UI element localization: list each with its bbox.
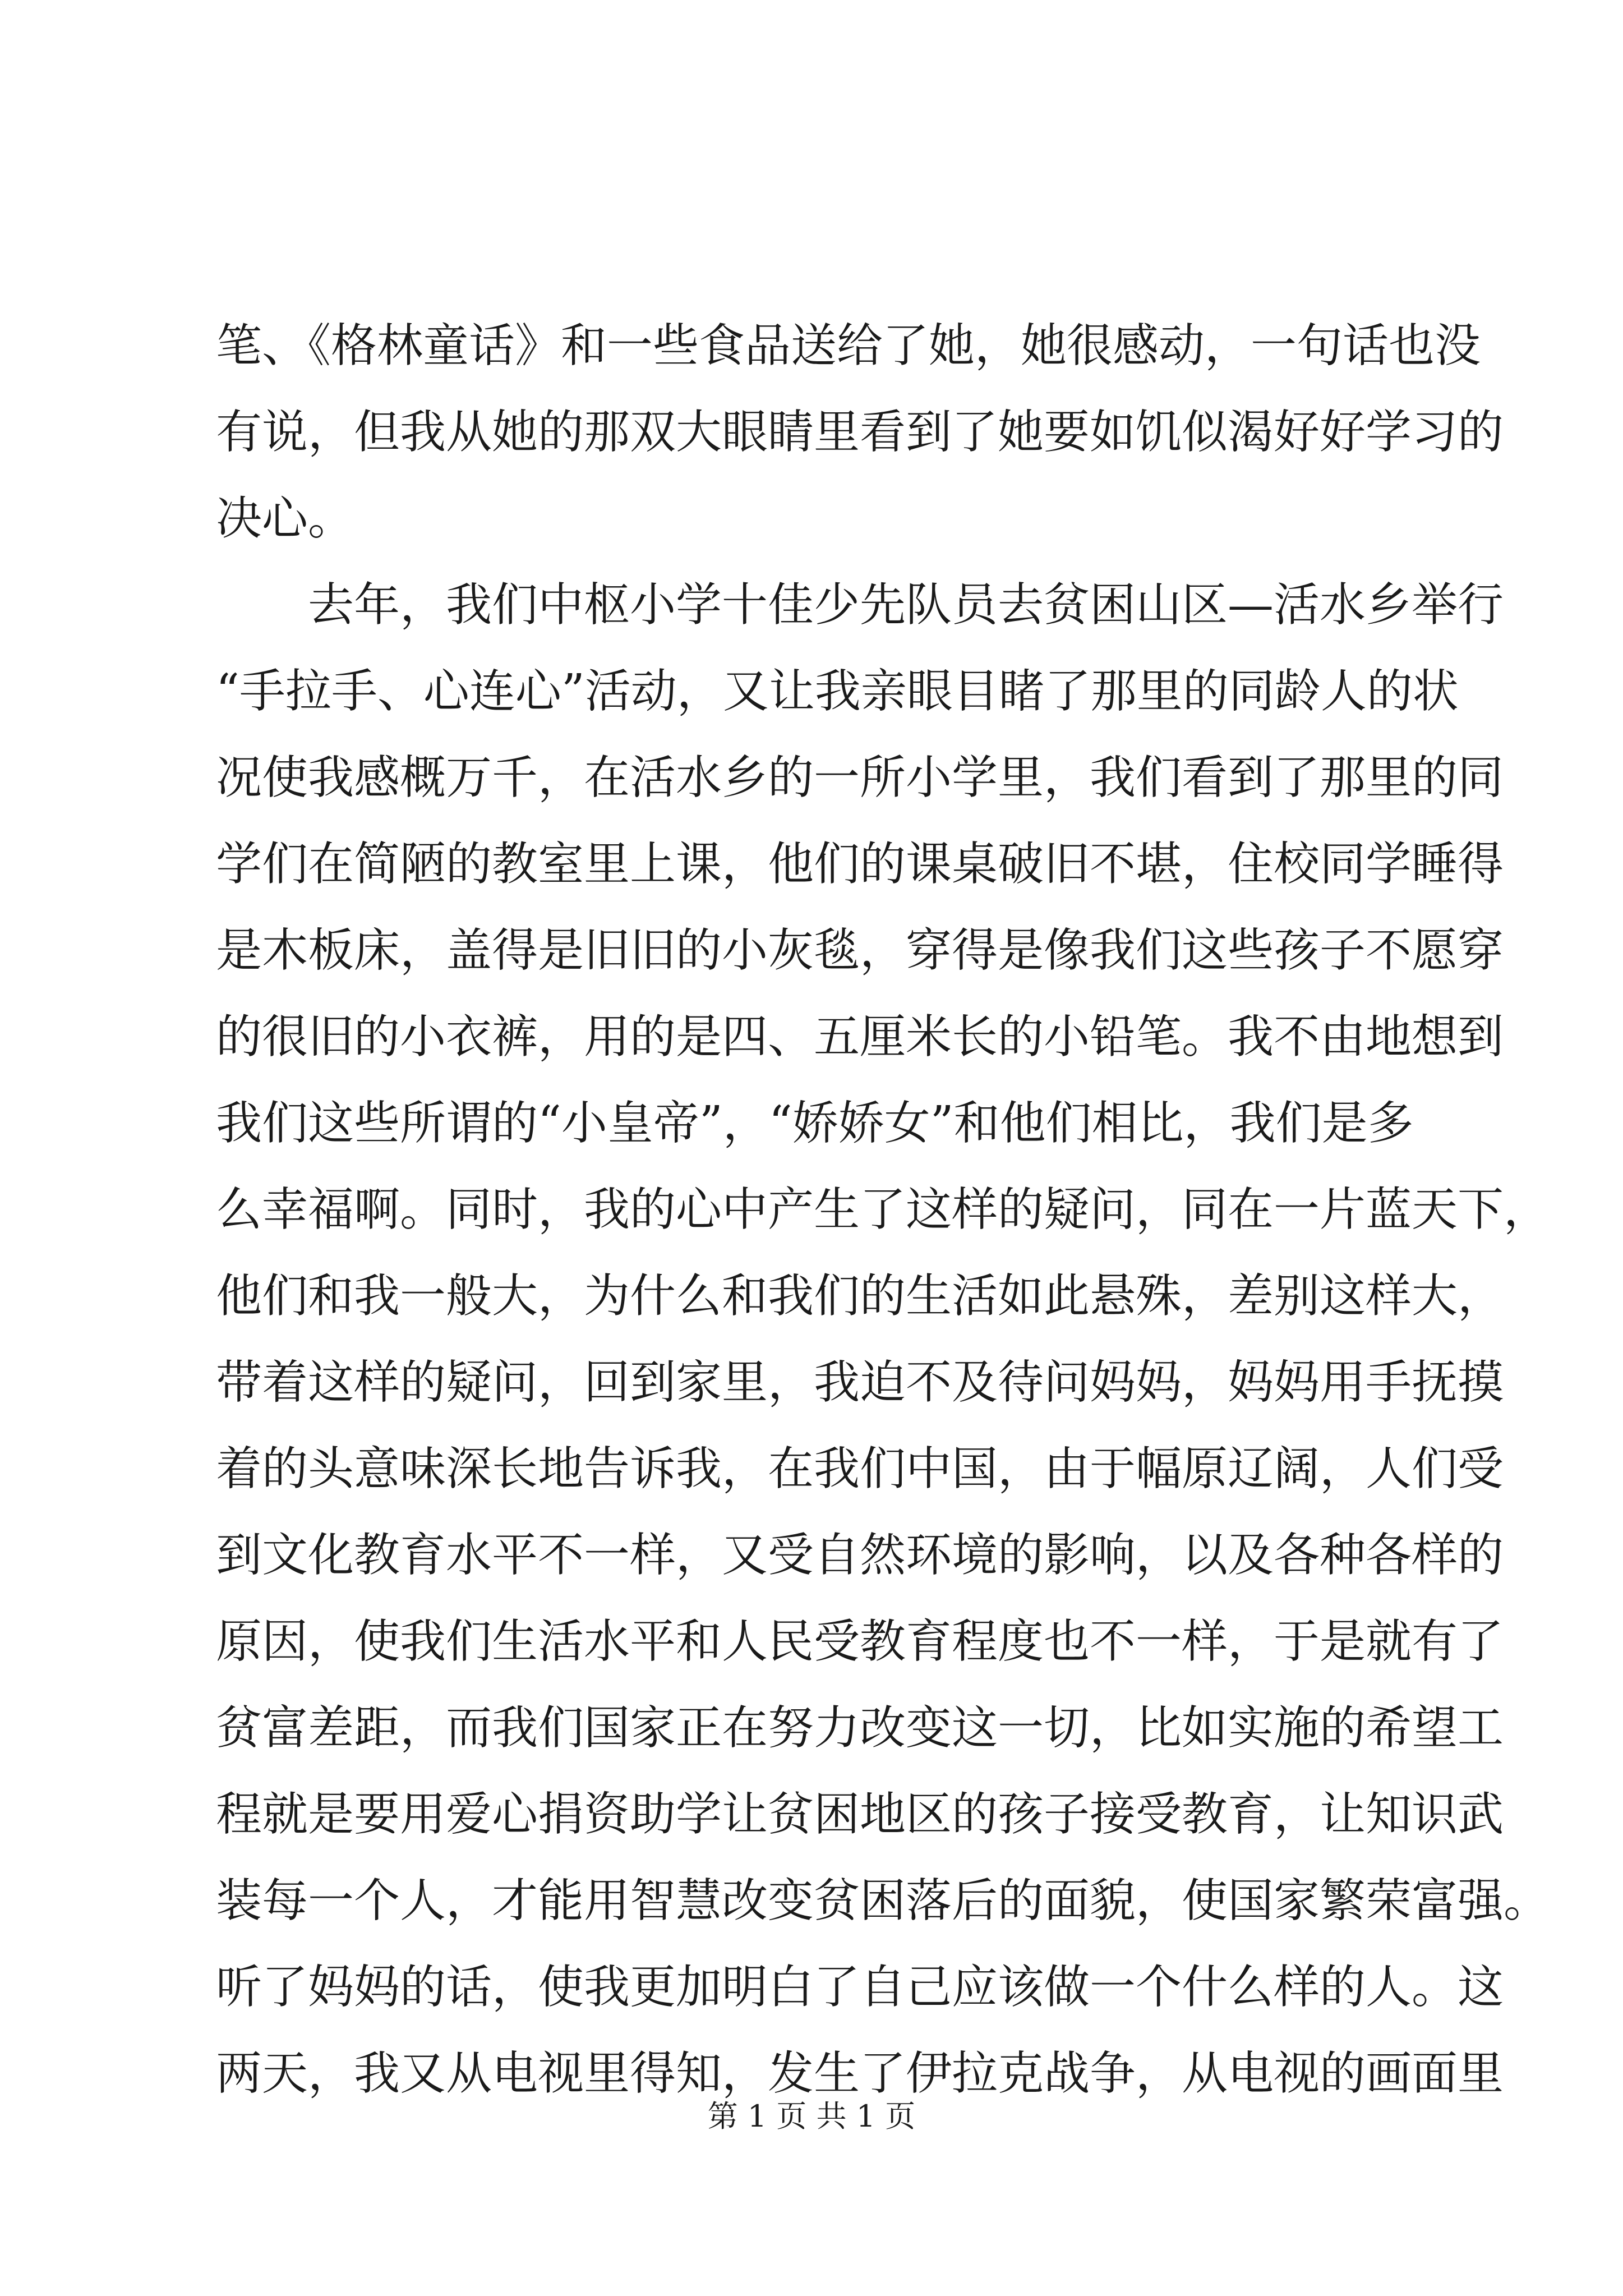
text-line: 有说，但我从她的那双大眼睛里看到了她要如饥似渴好好学习的 — [216, 406, 1504, 459]
paragraph — [216, 562, 1550, 2117]
text-line: 原因，使我们生活水平和人民受教育程度也不一样，于是就有了 — [216, 1615, 1504, 1668]
text-line: 贫富差距，而我们国家正在努力改变这一切，比如实施的希望工 — [216, 1701, 1504, 1755]
text-line: 着的头意味深长地告诉我，在我们中国，由于幅原辽阔，人们受 — [216, 1442, 1504, 1496]
text-line: 是木板床，盖得是旧旧的小灰毯，穿得是像我们这些孩子不愿穿 — [216, 924, 1504, 977]
text-line: 况使我感概万千，在活水乡的一所小学里，我们看到了那里的同 — [216, 751, 1504, 804]
text-line: 去年，我们中枢小学十佳少先队员去贫困山区—活水乡举行 — [308, 578, 1504, 632]
text-line: 笔、《格林童话》和一些食品送给了她，她很感动，一句话也没 — [216, 319, 1481, 372]
text-line: 两天，我又从电视里得知，发生了伊拉克战争，从电视的画面里 — [216, 2047, 1504, 2100]
text-line: 学们在简陋的教室里上课，他们的课桌破旧不堪，住校同学睡得 — [216, 838, 1504, 891]
text-line: 么幸福啊。同时，我的心中产生了这样的疑问，同在一片蓝天下， — [216, 1183, 1550, 1236]
paragraph — [216, 303, 1504, 562]
page-number-footer: 第 1 页 共 1 页 — [707, 2099, 916, 2134]
text-line: 我们这些所谓的“小皇帝”，“娇娇女”和他们相比，我们是多 — [216, 1097, 1414, 1150]
body-text — [216, 303, 1550, 2117]
text-line: 到文化教育水平不一样，又受自然环境的影响，以及各种各样的 — [216, 1529, 1504, 1582]
text-line: 听了妈妈的话，使我更加明白了自己应该做一个什么样的人。这 — [216, 1961, 1504, 2014]
text-line: 装每一个人，才能用智慧改变贫困落后的面貌，使国家繁荣富强。 — [216, 1874, 1550, 1927]
text-line: 他们和我一般大，为什么和我们的生活如此悬殊，差别这样大， — [216, 1269, 1504, 1323]
text-line: 决心。 — [216, 492, 354, 545]
text-line: 的很旧的小衣裤，用的是四、五厘米长的小铅笔。我不由地想到 — [216, 1010, 1504, 1064]
text-line: “手拉手、心连心”活动，又让我亲眼目睹了那里的同龄人的状 — [216, 665, 1459, 718]
text-line: 带着这样的疑问，回到家里，我迫不及待问妈妈，妈妈用手抚摸 — [216, 1356, 1504, 1409]
text-line: 程就是要用爱心捐资助学让贫困地区的孩子接受教育，让知识武 — [216, 1788, 1504, 1841]
